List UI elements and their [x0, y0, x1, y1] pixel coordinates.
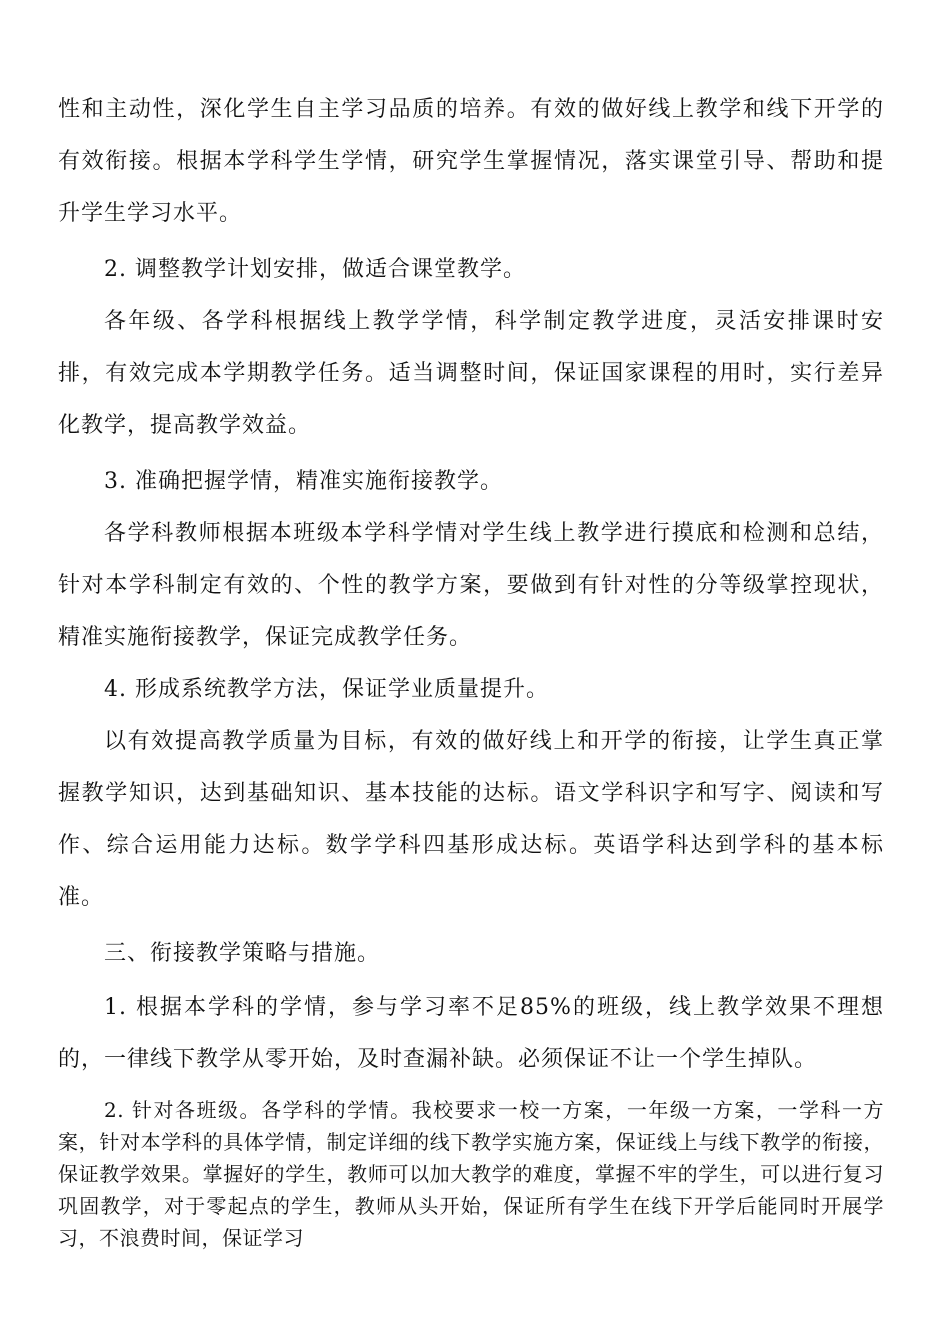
heading-3: 3. 准确把握学情，精准实施衔接教学。 — [104, 469, 503, 494]
paragraph-continued: 性和主动性，深化学生自主学习品质的培养。有效的做好线上教学和线下开学的有效衔接。根据本学科学生学情，研究学生掌握情况，落实课堂引导、帮助和提升学生学习水平。 — [58, 97, 884, 226]
paragraph-2-body: 各年级、各学科根据线上教学学情，科学制定教学进度，灵活安排课时安排，有效完成本学期教学任务。适当调整时间，保证国家课程的用时，实行差异化教学，提高教学效益。 — [58, 309, 884, 438]
paragraph-3-body: 各学科教师根据本班级本学科学情对学生线上教学进行摸底和检测和总结，针对本学科制定有效的、个性的教学方案，要做到有针对性的分等级掌控现状，精准实施衔接教学，保证完成教学任务。 — [58, 521, 884, 650]
heading-4: 4. 形成系统教学方法，保证学业质量提升。 — [104, 677, 549, 702]
measure-2: 2. 针对各班级。各学科的学情。我校要求一校一方案，一年级一方案，一学科一方案，针对本学科的具体学情，制定详细的线下教学实施方案，保证线上与线下教学的衔接，保证教学效果。掌握好的学生，教师可以加大教学的难度，掌握不牢的学生，可以进行复习巩固教学，对于零起点的学生，教师从头开始，保证所有学生在线下开学后能同时开展学习，不浪费时间，保证学习 — [58, 1098, 884, 1250]
measure-1: 1. 根据本学科的学情，参与学习率不足85%的班级，线上教学效果不理想的，一律线下教学从零开始，及时查漏补缺。必须保证不让一个学生掉队。 — [58, 995, 884, 1072]
section-heading-3: 三、衔接教学策略与措施。 — [104, 941, 381, 966]
paragraph-4-body: 以有效提高教学质量为目标，有效的做好线上和开学的衔接，让学生真正掌握教学知识，达到基础知识、基本技能的达标。语文学科识字和写字、阅读和写作、综合运用能力达标。数学学科四基形成达标。英语学科达到学科的基本标准。 — [58, 729, 884, 910]
heading-2: 2. 调整教学计划安排，做适合课堂教学。 — [104, 257, 526, 282]
